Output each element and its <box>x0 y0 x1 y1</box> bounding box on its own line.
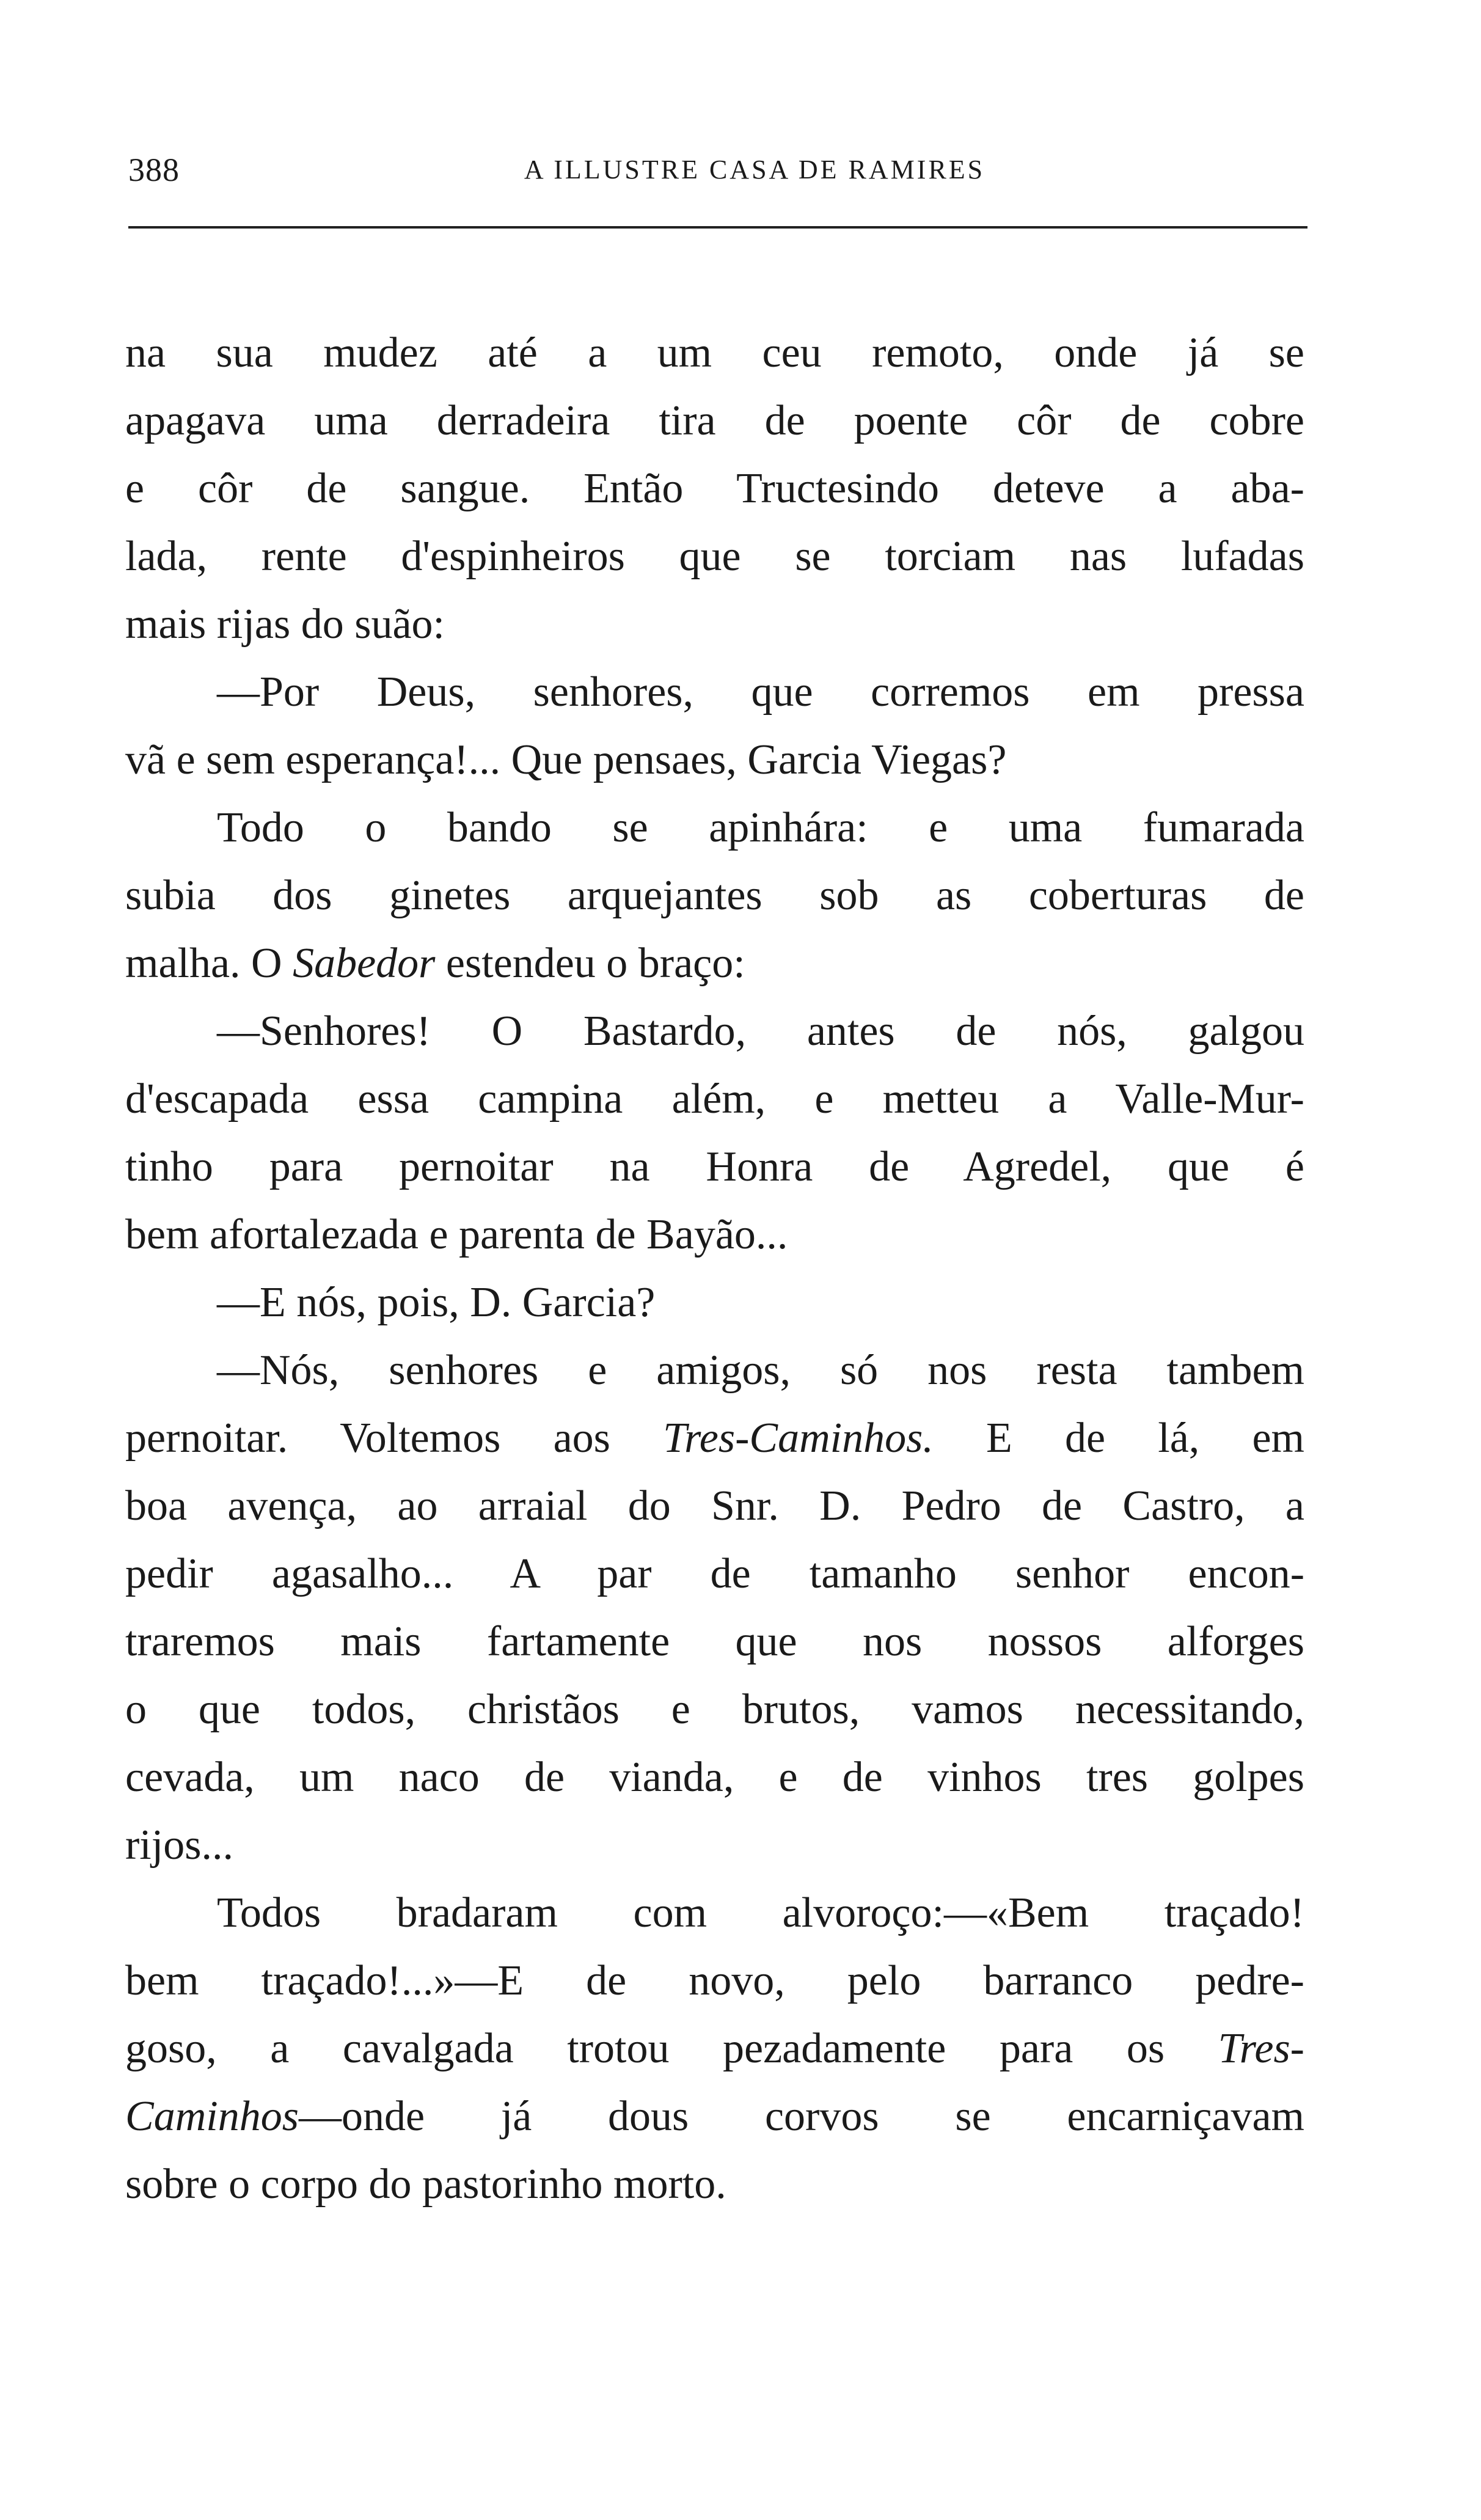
text-line: na sua mudez até a um ceu remoto, onde já se <box>125 329 1304 376</box>
italic-word: Caminhos <box>125 2093 299 2140</box>
text-line: d'escapada essa campina além, e metteu a Valle-Mur- <box>125 1075 1304 1123</box>
text-line: —Senhores! O Bastardo, antes de nós, galgou <box>217 1008 1304 1055</box>
text-line: Caminhos—onde já dous corvos se encarniçavam <box>125 2093 1304 2140</box>
text-line: sobre o corpo do pastorinho morto. <box>125 2161 726 2208</box>
text-line: pedir agasalho... A par de tamanho senhor encon- <box>125 1550 1304 1597</box>
text-line: tinho para pernoitar na Honra de Agredel, que é <box>125 1143 1304 1190</box>
text-line: apagava uma derradeira tira de poente côr de cobre <box>125 397 1304 444</box>
text-line: bem traçado!...»—E de novo, pelo barranco pedre- <box>125 1957 1304 2004</box>
text-line: o que todos, christãos e brutos, vamos necessitando, <box>125 1686 1304 1733</box>
text-line: goso, a cavalgada trotou pezadamente para os Tres- <box>125 2025 1304 2072</box>
running-title: A ILLUSTRE CASA DE RAMIRES <box>524 155 986 185</box>
text-line: —Por Deus, senhores, que corremos em pressa <box>217 668 1304 716</box>
text-line: e côr de sangue. Então Tructesindo deteve a aba- <box>125 465 1304 512</box>
text-line: bem afortalezada e parenta de Bayão... <box>125 1211 788 1258</box>
italic-word: Sabedor <box>293 940 436 987</box>
text-line: lada, rente d'espinheiros que se torciam nas lufadas <box>125 533 1304 580</box>
text-line: vã e sem esperança!... Que pensaes, Garcia Viegas? <box>125 736 1007 783</box>
text-line: —Nós, senhores e amigos, só nos resta tambem <box>217 1347 1304 1394</box>
text-line: boa avença, ao arraial do Snr. D. Pedro de Castro, a <box>125 1482 1304 1529</box>
italic-word: Tres- <box>1218 2025 1304 2072</box>
text-line: pernoitar. Voltemos aos Tres-Caminhos. E de lá, em <box>125 1415 1304 1462</box>
text-line: traremos mais fartamente que nos nossos alforges <box>125 1618 1304 1665</box>
italic-word: Tres-Caminhos. <box>663 1415 934 1462</box>
text-line: subia dos ginetes arquejantes sob as coberturas de <box>125 872 1304 919</box>
text-line: cevada, um naco de vianda, e de vinhos tres golpes <box>125 1754 1304 1801</box>
page-number: 388 <box>128 152 180 188</box>
text-line: Todos bradaram com alvoroço:—«Bem traçado! <box>217 1889 1304 1936</box>
body-text <box>125 319 1304 2218</box>
text-line: rijos... <box>125 1822 233 1869</box>
text-line: malha. O Sabedor estendeu o braço: <box>125 940 745 987</box>
running-head <box>128 145 1307 194</box>
text-line: —E nós, pois, D. Garcia? <box>217 1279 656 1326</box>
header-rule <box>128 226 1307 229</box>
text-line: Todo o bando se apinhára: e uma fumarada <box>217 804 1304 851</box>
text-line: mais rijas do suão: <box>125 601 445 648</box>
